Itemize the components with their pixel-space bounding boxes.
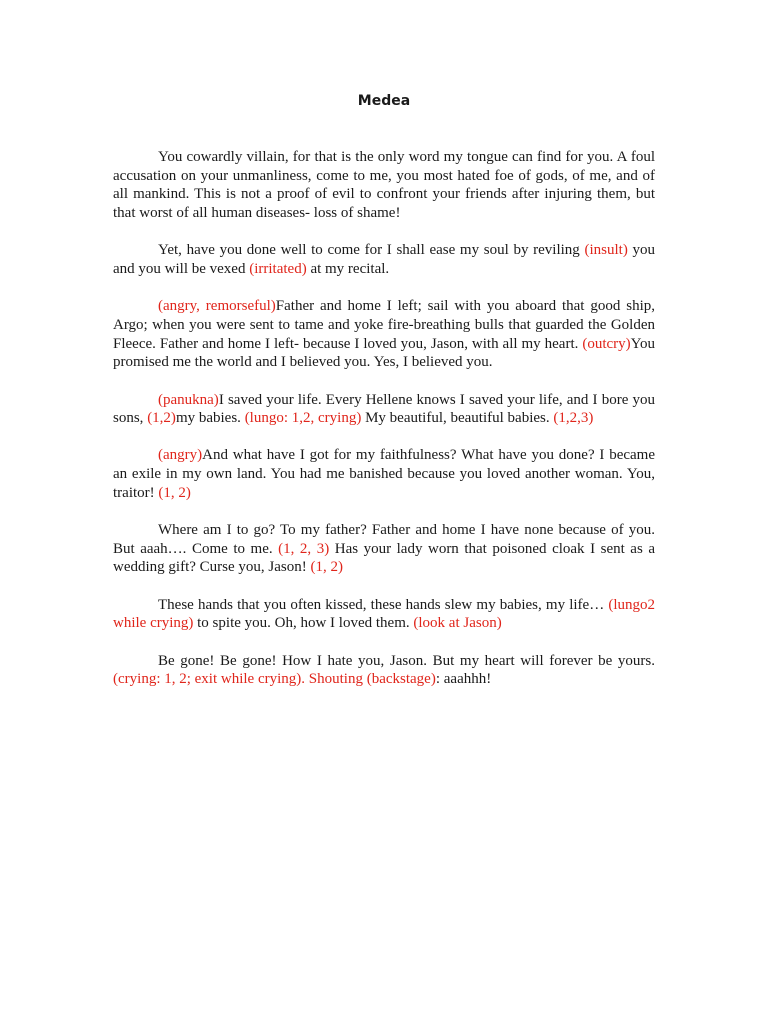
dialogue-text: These hands that you often kissed, these hands slew my babies, my life… <box>158 596 609 613</box>
paragraph <box>113 148 655 223</box>
paragraph <box>113 241 655 278</box>
stage-direction: (angry) <box>158 447 203 464</box>
stage-direction: (insult) <box>584 242 628 259</box>
dialogue-text: I saved your life. Every Hellene knows I saved your life, and I bore you sons, <box>113 391 655 427</box>
stage-direction: (look at Jason) <box>413 615 502 632</box>
stage-direction: (1, 2) <box>158 484 191 501</box>
dialogue-text: My beautiful, beautiful babies. <box>361 410 554 427</box>
dialogue-text: Where am I to go? To my father? Father and home I have none because of you. But aaah…. Come to me. <box>113 522 655 557</box>
document-title: Medea <box>357 93 411 109</box>
dialogue-text: And what have I got for my faithfulness? What have you done? I became an exile in my own land. You had me banished because you loved another woman. You, traitor! <box>113 447 655 501</box>
dialogue-text: Be gone! Be gone! How I hate you, Jason. But my heart will forever be yours. <box>158 652 655 669</box>
stage-direction: (lungo: 1,2, crying) <box>244 410 362 427</box>
paragraph <box>113 596 655 633</box>
dialogue-text: to spite you. Oh, how I loved them. <box>193 615 414 632</box>
stage-direction: (irritated) <box>249 261 307 278</box>
document-body <box>113 148 655 707</box>
paragraph <box>113 521 655 577</box>
stage-direction: (1, 2, 3) <box>278 540 330 557</box>
dialogue-text: you and you will be vexed <box>113 242 656 278</box>
stage-direction: (1,2,3) <box>553 410 594 427</box>
paragraph <box>113 391 655 428</box>
paragraph <box>113 297 655 372</box>
stage-direction: (outcry) <box>582 335 631 352</box>
dialogue-text: Father and home I left; sail with you aboard that good ship, Argo; when you were sent to tame and yoke fire-breathing bulls that guarded the Golden Fleece. Father and home I left- because I loved you, Jason, with all my heart. <box>113 298 655 352</box>
stage-direction: (lungo2 while crying) <box>113 596 655 632</box>
dialogue-text: Yet, have you done well to come for I shall ease my soul by reviling <box>158 242 585 259</box>
stage-direction: (angry, remorseful) <box>158 298 276 315</box>
stage-direction: (panukna) <box>158 391 219 408</box>
stage-direction: (1, 2) <box>310 559 343 576</box>
dialogue-text: You cowardly villain, for that is the only word my tongue can find for you. A foul accusation on your unmanliness, come to me, you most hated foe of gods, of me, and of all mankind. This is not a proof of evil to confront your friends after injuring them, but that worst of all human diseases- loss of shame! <box>113 149 655 222</box>
dialogue-text: my babies. <box>175 410 245 427</box>
paragraph <box>113 652 655 689</box>
stage-direction: (1,2) <box>147 410 176 427</box>
stage-direction: (crying: 1, 2; exit while crying). Shouting (backstage) <box>113 671 436 688</box>
dialogue-text: at my recital. <box>306 261 390 278</box>
paragraph <box>113 446 655 502</box>
dialogue-text: Has your lady worn that poisoned cloak I sent as a wedding gift? Curse you, Jason! <box>113 540 655 576</box>
dialogue-text: : aaahhh! <box>435 671 492 688</box>
dialogue-text: You promised me the world and I believed you. Yes, I believed you. <box>113 335 655 371</box>
